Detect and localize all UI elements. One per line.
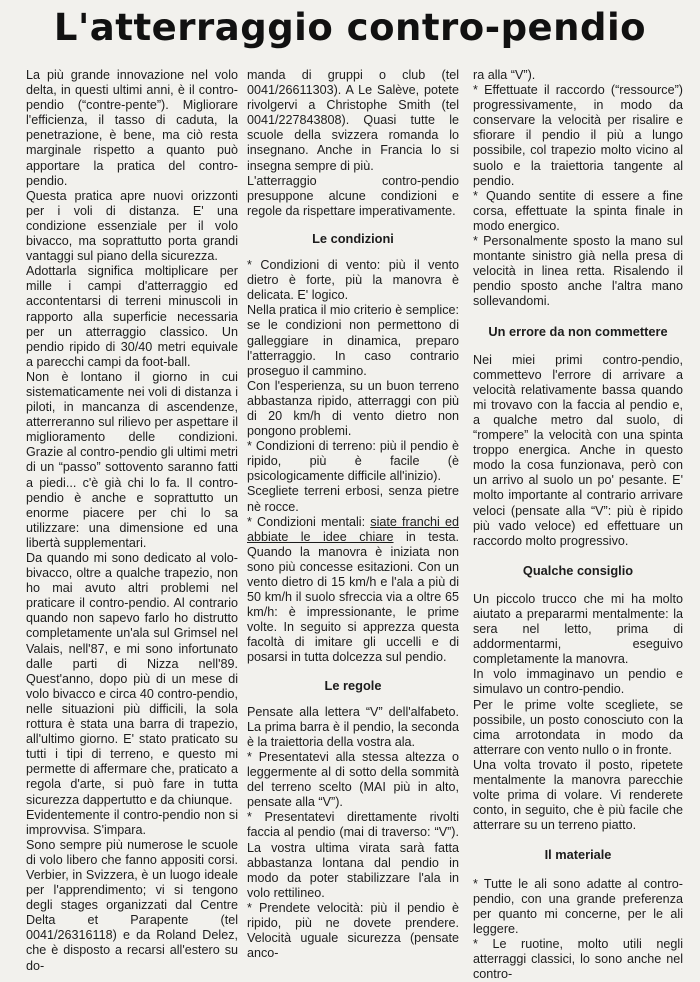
column-1 <box>26 68 238 974</box>
paragraph: Un piccolo trucco che mi ha molto aiutato a prepararmi mentalmente: la sera nel letto, prima di addormentarmi, eseguivo completamente la manovra. <box>473 591 683 667</box>
paragraph: * Quando sentite di essere a fine corsa, effettuate la spinta finale in modo energico. <box>473 188 683 233</box>
paragraph: Nei miei primi contro-pendio, commettevo l'errore di arrivare a velocità relativamente bassa quando mi trovavo con la faccia al pendio e, a qualche metro dal suolo, di “rompere” la velocità con una spinta troppo energica. Anche in questo modo la cosa funzionava, però con un arrivo al suolo un po' pesante. E' molto importante al contrario arrivare veloci (pensate alla “V”: più è ripido più vado veloce) ed effettuare un raccordo molto progressivo. <box>473 352 683 548</box>
paragraph: Non è lontano il giorno in cui sistematicamente nei voli di distanza i piloti, in mancanza di ascendenze, atterreranno sul rilievo per aspettare il miglioramento delle condizioni. Grazie al contro-pendio gli ultimi metri di un “passo” sottovento saranno fatti a piedi... c'è già chi lo fa. Il contro-pendio è anche e soprattutto un enorme piacere per chi lo sa utilizzare: una dimensione ed una libertà supplementari. <box>26 369 238 550</box>
paragraph: Questa pratica apre nuovi orizzonti per i voli di distanza. E' una condizione essenziale per il volo bivacco, ma soprattutto porta grandi vantaggi sul piano della sicurezza. <box>26 188 238 264</box>
section-heading-regole: Le regole <box>324 677 382 693</box>
paragraph: * Le ruotine, molto utili negli atterraggi classici, lo sono anche nel contro- <box>473 936 683 982</box>
section-heading-errore: Un errore da non commettere <box>488 323 668 339</box>
paragraph: Sono sempre più numerose le scuole di volo libero che fanno appositi corsi. Verbier, in Svizzera, è un luogo ideale per l'apprendimento; vi si tengono degli stages organizzati dal Centre Delta et Parapente (tel 0041/26316118) e da Roland Delez, che è disposto a recarsi all'estero su do- <box>26 837 238 973</box>
paragraph: Da quando mi sono dedicato al volo-bivacco, oltre a qualche trapezio, non ho mai avuto altri problemi nel praticare il contro-pendio. Al contrario quando non sapevo farlo ho distrutto completamente un'ala sul Grimsel nel Valais, nell'87, e mi sono infortunato dalle parti di Nizza nell'89. Quest'anno, dopo più di un mese di volo bivacco e circa 40 contro-pendio, nelle situazioni più difficili, la sola rottura è stata una barra di trapezio, all'ultimo giorno. E' stato praticato su tutti i tipi di terreno, e questo mi permette di affermare che, praticato a regola d'arte, si può fare in tutta sicurezza dappertutto e da chiunque. <box>26 551 238 807</box>
section-heading-materiale: Il materiale <box>544 847 612 863</box>
paragraph: Per le prime volte scegliete, se possibile, un posto conosciuto con la cima arrotondata in modo da atterrare con vento nullo o in fronte. <box>473 697 683 757</box>
paragraph: * Prendete velocità: più il pendio è ripido, più ne dovete prendere. Velocità uguale sicurezza (pensate anco- <box>247 900 459 961</box>
paragraph: In volo immaginavo un pendio e simulavo un contro-pendio. <box>473 667 683 697</box>
section-heading-consiglio: Qualche consiglio <box>522 562 634 578</box>
paragraph: Pensate alla lettera “V” dell'alfabeto. La prima barra è il pendio, la seconda è la traiettoria della vostra ala. <box>247 704 459 749</box>
paragraph: Evidentemente il contro-pendio non si improvvisa. S'impara. <box>26 807 238 837</box>
paragraph: * Tutte le ali sono adatte al contro-pendio, con una grande preferenza per quanto mi concerne, per le ali leggere. <box>473 876 683 936</box>
paragraph: manda di gruppi o club (tel 0041/26611303). A Le Salève, potete rivolgervi a Christophe Smith (tel 0041/227843808). Quasi tutte le scuole della svizzera romanda lo insegnano. Anche in Francia lo si insegna sempre di più. <box>247 68 459 173</box>
paragraph: * Effettuate il raccordo (“ressource”) progressivamente, in modo da conservare la velocità per risalire e sfiorare il pendio il più a lungo possibile, col trapezio molto vicino al suolo e la traiettoria tangente al pendio. <box>473 83 683 188</box>
paragraph: ra alla “V”). <box>473 68 536 82</box>
paragraph-mental-conditions <box>247 515 459 666</box>
section-heading-condizioni: Le condizioni <box>312 230 394 246</box>
text-span: in testa. Quando la manovra è iniziata non sono più concesse esitazioni. Con un vento dietro di 15 km/h e l'ala a più di 50 km/h il suolo sfreccia via a oltre 65 km/h: è impressionante, le prime volte. In seguito si apprezza questa facoltà di imitare gli uccelli e di posarsi in tutta dolcezza sul pendio. <box>247 529 459 665</box>
column-2 <box>247 68 459 961</box>
paragraph: * Condizioni di terreno: più il pendio è ripido, più è facile (è psicologicamente difficile all'inizio). <box>247 439 459 484</box>
paragraph: * Condizioni di vento: più il vento dietro è forte, più la manovra è delicata. E' logico. <box>247 258 459 303</box>
paragraph: L'atterraggio contro-pendio presuppone alcune condizioni e regole da rispettare imperativamente. <box>247 173 459 218</box>
paragraph: * Personalmente sposto la mano sul montante sinistro già nella presa di velocità in linea retta. Risalendo il pendio sposto anche l'altra mano sollevandomi. <box>473 234 683 309</box>
paragraph: Nella pratica il mio criterio è semplice: se le condizioni non permettono di galleggiare in dinamica, preparo l'atterraggio. In caso contrario proseguo il cammino. <box>247 303 459 378</box>
paragraph: Adottarla significa moltiplicare per mille i campi d'atterraggio ed accontentarsi di terreni minuscoli in rapporto alla superficie necessaria per un atterraggio classico. Un pendio ripido di 30/40 metri equivale a parecchi campi da foot-ball. <box>26 264 238 369</box>
article-title: L'atterraggio contro-pendio <box>53 6 647 49</box>
paragraph: Con l'esperienza, su un buon terreno abbastanza ripido, atterraggi con più di 20 km/h di vento dietro non pongono problemi. <box>247 378 459 439</box>
column-3 <box>473 68 683 982</box>
underlined-text: siate franchi ed abbiate le idee chiare <box>247 514 459 544</box>
paragraph: Una volta trovato il posto, ripetete mentalmente la manovra parecchie volte prima di volare. Vi renderete conto, in seguito, che è più facile che atterrare su un terreno piatto. <box>473 757 683 833</box>
paragraph: * Presentatevi alla stessa altezza o leggermente al di sotto della sommità del terreno scelto (MAI più in alto, pensate alla “V”). <box>247 749 459 810</box>
paragraph: * Presentatevi direttamente rivolti faccia al pendio (mai di traverso: “V”). La vostra ultima virata sarà fatta abbastanza lontana dal pendio in modo da poter stabilizzare l'ala in volo rettilineo. <box>247 810 459 900</box>
paragraph: La più grande innovazione nel volo delta, in questi ultimi anni, è il contro-pendio (“contre-pente”). Migliorare l'efficienza, il tasso di caduta, la penetrazione, è bene, ma ciò resta marginale rispetto a quanto può apportare la pratica del contro-pendio. <box>26 68 238 188</box>
paragraph: Scegliete terreni erbosi, senza pietre nè rocce. <box>247 484 459 514</box>
text-span: * Condizioni mentali: <box>247 514 371 529</box>
